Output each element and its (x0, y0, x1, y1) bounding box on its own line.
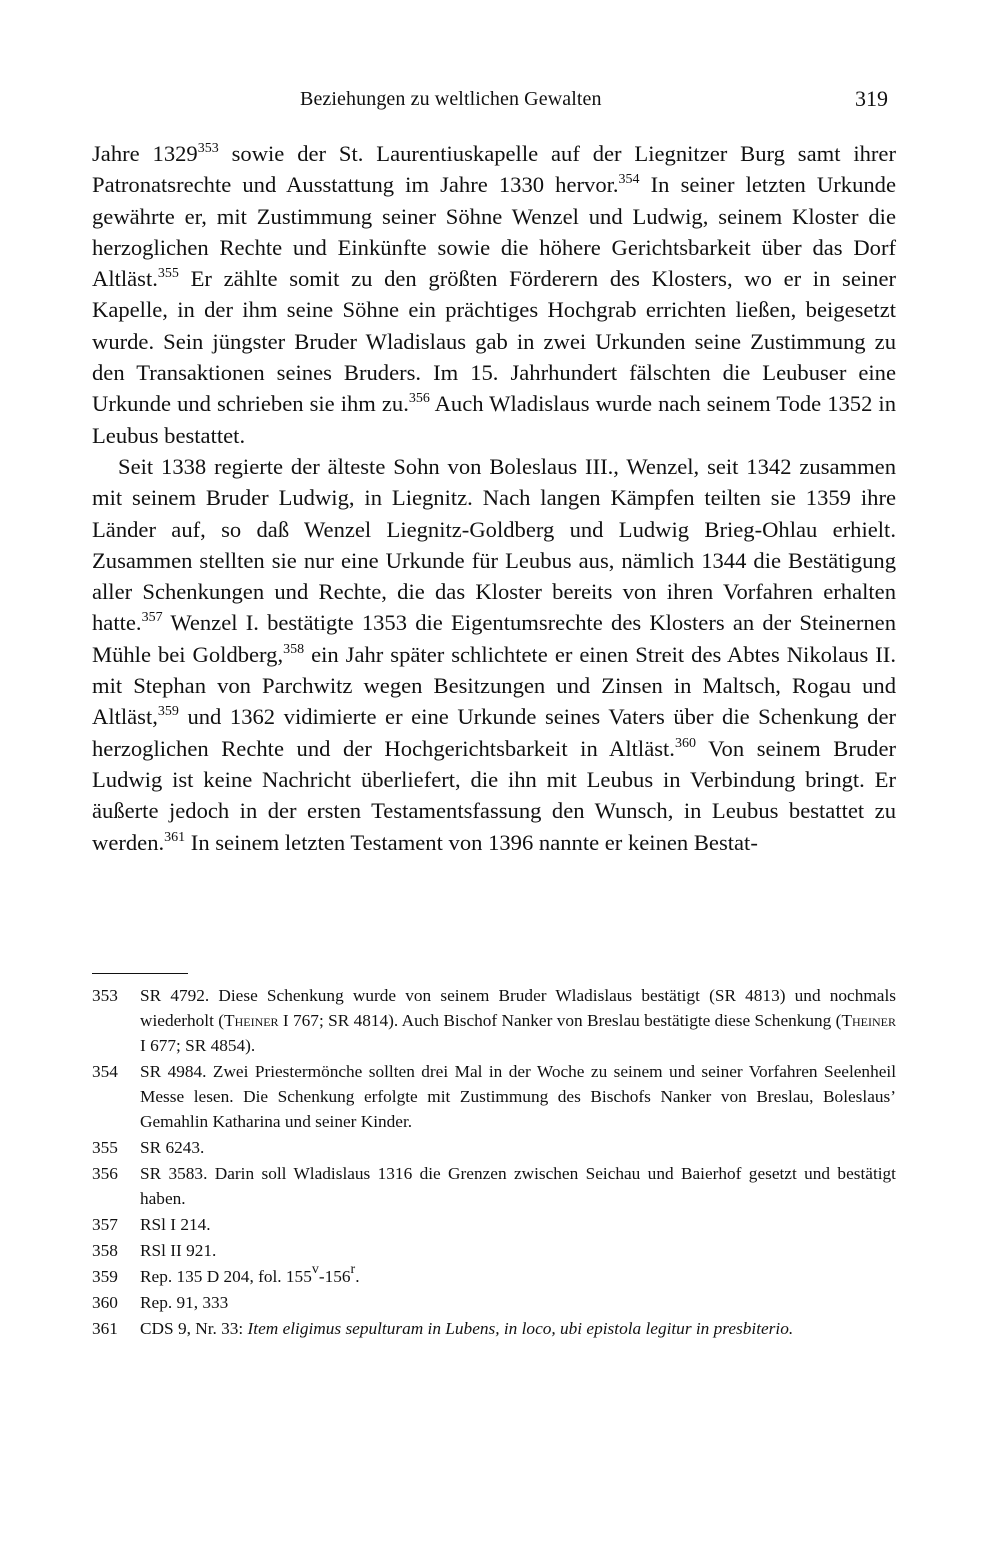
footnote-number: 354 (92, 1062, 118, 1081)
footnote (92, 1316, 896, 1341)
text-run: sowie der St. Laurentiuskapelle auf der Liegnitzer Burg samt ihrer Patronatsrechte und Ausstattung im Jahre 1330 hervor. (92, 141, 896, 198)
footnote-number: 353 (92, 986, 118, 1005)
text-run: Jahre 1329 (92, 141, 198, 166)
footnote (92, 1161, 896, 1211)
text-run: -156 (318, 1267, 351, 1286)
text-run: SR 3583. Darin soll Wladislaus 1316 die Grenzen zwischen Seichau und Baierhof gesetzt und bestätigt haben. (140, 1164, 896, 1208)
footnote-text (140, 1212, 896, 1237)
footnote-text (140, 983, 896, 1058)
footnote-reference: 356 (408, 391, 430, 407)
text-run: Er zählte somit zu den größten Förderern des Klosters, wo er in seiner Kapelle, in der ihm seine Söhne ein prächtiges Hochgrab errichten ließen, beigesetzt wurde. Sein jüngster Bruder Wladislaus gab in zwei Urkunden seine Zustimmung zu den Transaktionen seines Bruders. Im 15. Jahrhundert fälschten die Leubuser eine Urkunde und schrieben sie ihm zu. (92, 266, 896, 417)
footnote-reference: 361 (164, 829, 186, 845)
text-run: RSl I 214. (140, 1215, 211, 1234)
footnote-reference: 355 (157, 266, 179, 282)
footnote-reference: 358 (283, 641, 305, 657)
text-run: In seinem letzten Testament von 1396 nannte er keinen Bestat- (185, 829, 758, 855)
footnote-reference: 354 (618, 172, 640, 188)
text-run: Rep. 91, 333 (140, 1293, 229, 1312)
footnote-number: 359 (92, 1267, 118, 1286)
footnote-number: 357 (92, 1215, 118, 1234)
footnote (92, 983, 896, 1058)
text-run: . (355, 1267, 360, 1286)
small-caps-name: Theiner (224, 1011, 279, 1030)
footnote-text (140, 1161, 896, 1211)
footnote-separator (92, 973, 188, 974)
footnote-reference: v (311, 1262, 319, 1277)
footnote-reference: 359 (157, 704, 179, 720)
footnote (92, 1264, 896, 1289)
footnote-reference: r (350, 1262, 356, 1277)
footnote-text (140, 1264, 896, 1289)
footnote-number: 360 (92, 1293, 118, 1312)
paragraph-1 (92, 138, 896, 451)
text-run: RSl II 921. (140, 1241, 217, 1260)
text-run: Seit 1338 regierte der älteste Sohn von Boleslaus III., Wenzel, seit 1342 zusammen mit seinem Bruder Ludwig, in Liegnitz. Nach langen Kämpfen teilten sie 1359 ihre Länder auf, so daß Wenzel Liegnitz-Goldberg und Ludwig Brieg-Ohlau erhielt. Zusammen stellten sie nur eine Urkunde für Leubus aus, nämlich 1344 die Bestätigung aller Schenkungen und Rechte, die das Kloster bereits von ihren Vorfahren erhalten hatte. (92, 453, 896, 636)
body-text (92, 138, 896, 858)
footnote (92, 1059, 896, 1134)
footnote-text (140, 1290, 896, 1315)
text-run: Wenzel I. bestätigte 1353 die Eigentumsrechte des Klosters an der Steinernen Mühle bei Goldberg, (92, 610, 896, 667)
footnote (92, 1135, 896, 1160)
text-run: SR 4792. Diese Schenkung wurde von seinem Bruder Wladislaus bestätigt (SR 4813) und nochmals wiederholt ( (140, 986, 896, 1030)
text-run: Rep. 135 D 204, fol. 155 (140, 1267, 312, 1286)
text-run: Von seinem Bruder Ludwig ist keine Nachricht überliefert, die ihn mit Leubus in Verbindung bringt. Er äußerte jedoch in der ersten Testamentsfassung den Wunsch, in Leubus bestattet zu werden. (92, 735, 896, 855)
footnote-text (140, 1316, 896, 1341)
paragraph-2 (92, 451, 896, 858)
footnotes (92, 983, 896, 1342)
text-run: Auch Wladislaus wurde nach seinem Tode 1352 in Leubus bestattet. (92, 391, 896, 448)
latin-quotation: Item eligimus sepulturam in Lubens, in loco, ubi epistola legitur in presbiterio. (247, 1319, 794, 1338)
footnote-number: 355 (92, 1138, 118, 1157)
text-run: I 677; SR 4854). (140, 1036, 256, 1055)
text-run: SR 4984. Zwei Priestermönche sollten drei Mal in der Woche zu seinem und seiner Vorfahren Seelenheil Messe lesen. Die Schenkung erfolgte mit Zustimmung des Bischofs Nanker von Breslau, Boleslaus’ Gemahlin Katharina und seiner Kinder. (140, 1062, 896, 1131)
running-title: Beziehungen zu weltlichen Gewalten (300, 88, 602, 110)
text-run: und 1362 vidimierte er eine Urkunde seines Vaters über die Schenkung der herzoglichen Rechte und der Hochgerichtsbarkeit in Altläst. (92, 704, 896, 761)
footnote (92, 1290, 896, 1315)
text-run: SR 6243. (140, 1138, 205, 1157)
footnote-reference: 357 (141, 610, 163, 626)
text-run: I 767; SR 4814). Auch Bischof Nanker von Breslau bestätigte diese Schenkung ( (278, 1011, 842, 1030)
footnote-text (140, 1238, 896, 1263)
footnote-text (140, 1135, 896, 1160)
page-number: 319 (855, 86, 888, 111)
footnote-number: 356 (92, 1164, 118, 1183)
text-run: In seiner letzten Urkunde gewährte er, mit Zustimmung seiner Söhne Wenzel und Ludwig, seinem Kloster die herzoglichen Rechte und Einkünfte sowie die höhere Gerichtsbarkeit über das Dorf Altläst. (92, 172, 896, 292)
footnote-reference: 353 (197, 141, 219, 156)
footnote (92, 1212, 896, 1237)
footnote-reference: 360 (674, 735, 696, 751)
footnote-text (140, 1059, 896, 1134)
text-run: CDS 9, Nr. 33: (140, 1319, 248, 1338)
small-caps-name: Theiner (841, 1011, 896, 1030)
footnote (92, 1238, 896, 1263)
footnote-number: 361 (92, 1319, 118, 1338)
text-run: ein Jahr später schlichtete er einen Streit des Abtes Nikolaus II. mit Stephan von Parchwitz wegen Besitzungen und Zinsen in Maltsch, Rogau und Altläst, (92, 641, 896, 730)
footnote-number: 358 (92, 1241, 118, 1260)
